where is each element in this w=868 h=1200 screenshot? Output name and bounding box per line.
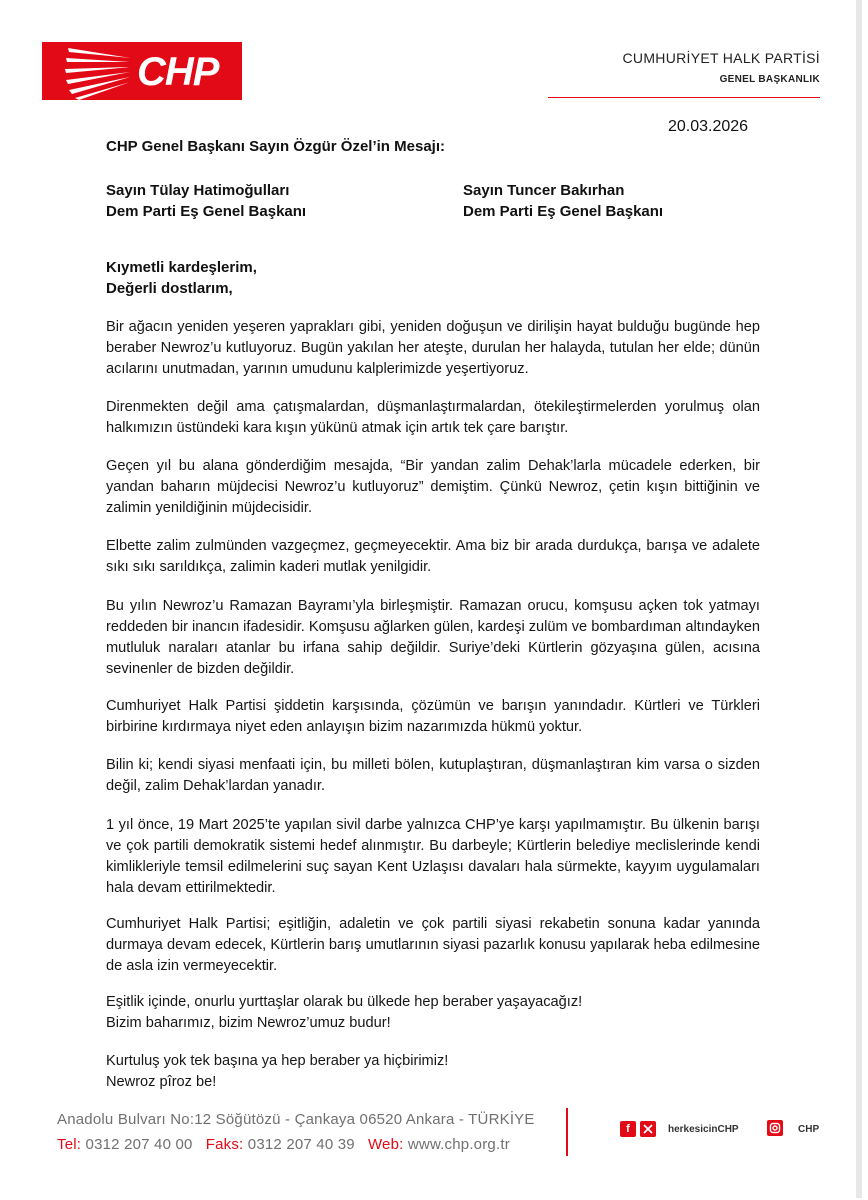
tel-label: Tel: xyxy=(57,1136,82,1153)
addressee-left xyxy=(106,180,306,222)
logo-text: CHP xyxy=(137,50,219,94)
tel-number[interactable]: 0312 207 40 00 xyxy=(85,1136,193,1153)
header-divider xyxy=(548,97,820,98)
facebook-icon[interactable]: f xyxy=(620,1121,636,1137)
web-link[interactable]: www.chp.org.tr xyxy=(407,1136,510,1153)
web-label: Web: xyxy=(367,1136,404,1153)
paragraph: Bir ağacın yeniden yeşeren yaprakları gibi, yeniden doğuşun ve dirilişin hayat bulduğu bugünde hep beraber Newroz’u kutluyoruz. Bugün yakılan her ateşte, durulan her halayda, tutulan her elde; dünün acılarını unutmadan, yarının umudunu kalplerimizde yeşertiyoruz. xyxy=(106,319,760,377)
closing-line: Eşitlik içinde, onurlu yurttaşlar olarak bu ülkede hep beraber yaşayacağız! xyxy=(106,994,583,1010)
closing-line: Newroz pîroz be! xyxy=(106,1074,217,1090)
addressee-role: Dem Parti Eş Genel Başkanı xyxy=(463,203,664,220)
letter-date: 20.03.2026 xyxy=(668,118,749,135)
closing-line: Bizim baharımız, bizim Newroz’umuz budur! xyxy=(106,1015,391,1031)
greeting-line: Kıymetli kardeşlerim, xyxy=(106,259,257,276)
closing-line: Kurtuluş yok tek başına ya hep beraber ya hiçbirimiz! xyxy=(106,1053,449,1069)
social-handle[interactable]: herkesicinCHP xyxy=(668,1124,739,1135)
footer-address: Anadolu Bulvarı No:12 Söğütözü - Çankaya 06520 Ankara - TÜRKİYE xyxy=(57,1111,535,1128)
fax-label: Faks: xyxy=(205,1136,244,1153)
instagram-handle[interactable]: CHP xyxy=(798,1124,820,1135)
paragraph: Geçen yıl bu alana gönderdiğim mesajda, “Bir yandan zalim Dehak’larla mücadele ederken, bir yandan baharın müjdecisi Newroz’u kutluyoruz” demiştim. Çünkü Newroz, çetin kışın bittiğinin ve zalimin yenildiğinin müjdecisidir. xyxy=(106,458,760,516)
instagram-icon[interactable] xyxy=(767,1120,783,1136)
paragraph: Elbette zalim zulmünden vazgeçmez, geçmeyecektir. Ama biz bir arada durdukça, barışa ve adalete sıkı sıkı sarıldıkça, zalimin kaderi mutlak yenilgidir. xyxy=(106,538,760,575)
paragraph: Bu yılın Newroz’u Ramazan Bayramı’yla birleşmiştir. Ramazan orucu, komşusu açken tok yatmayı reddeden bir inancın ifadesidir. Komşusu ağlarken gülen, kardeşi zulüm ve bombardıman altındayken mutluluk naraları atanlar bu irfana sahip değildir. Suriye’deki Kürtlerin gözyaşına gülen, acısına sevinenler de bizden değildir. xyxy=(106,598,760,677)
paragraph: Cumhuriyet Halk Partisi şiddetin karşısında, çözümün ve barışın yanındadır. Kürtleri ve Türkleri birbirine kırdırmaya niyet eden anlayışın bizim nazarımızda hükmü yoktur. xyxy=(106,698,760,735)
greeting xyxy=(106,257,257,299)
fax-number: 0312 207 40 39 xyxy=(247,1136,355,1153)
letter-title: CHP Genel Başkanı Sayın Özgür Özel’in Mesajı: xyxy=(106,138,445,155)
addressee-name: Sayın Tülay Hatimoğulları xyxy=(106,182,290,199)
closing-block-2 xyxy=(106,1051,448,1093)
chp-logo xyxy=(42,42,242,100)
paragraph: 1 yıl önce, 19 Mart 2025’te yapılan sivil darbe yalnızca CHP’ye karşı yapılmamıştır. Bu ülkenin barışı ve çok partili demokratik sistemi hedef alınmıştır. Bu darbeyle; Kürtlerin belediye meclislerinde kendi kimlikleriyle temsil edilmelerini suç sayan Kent Uzlaşısı davaları hala sürmekte, kayyım uygulamaları hala devam ettirilmektedir. xyxy=(106,817,760,896)
addressee-role: Dem Parti Eş Genel Başkanı xyxy=(106,203,307,220)
footer-contacts xyxy=(57,1136,510,1153)
addressee-right xyxy=(463,180,663,222)
closing-block-1 xyxy=(106,992,582,1034)
addressee-name: Sayın Tuncer Bakırhan xyxy=(463,182,625,199)
paragraph: Cumhuriyet Halk Partisi; eşitliğin, adaletin ve çok partili siyasi rekabetin sonuna kadar yanında durmaya devam edecek, Kürtlerin barış umutlarının siyasi pazarlık konusu yapılarak heba edilmesine de asla izin vermeyecektir. xyxy=(106,916,760,974)
footer-divider xyxy=(566,1108,568,1156)
paragraph: Direnmekten değil ama çatışmalardan, düşmanlaştırmalardan, ötekileştirmelerden yorulmuş olan halkımızın üstündeki kara kışın yükünü atmak için artık tek çare barıştır. xyxy=(106,399,760,436)
party-name: CUMHURİYET HALK PARTİSİ xyxy=(622,50,820,66)
office-name: GENEL BAŞKANLIK xyxy=(719,74,820,85)
x-icon[interactable] xyxy=(640,1121,656,1137)
greeting-line: Değerli dostlarım, xyxy=(106,280,233,297)
paragraph: Bilin ki; kendi siyasi menfaati için, bu milleti bölen, kutuplaştıran, düşmanlaştıran kim varsa o sizden değil, zalim Dehak’lardan yanadır. xyxy=(106,757,760,794)
